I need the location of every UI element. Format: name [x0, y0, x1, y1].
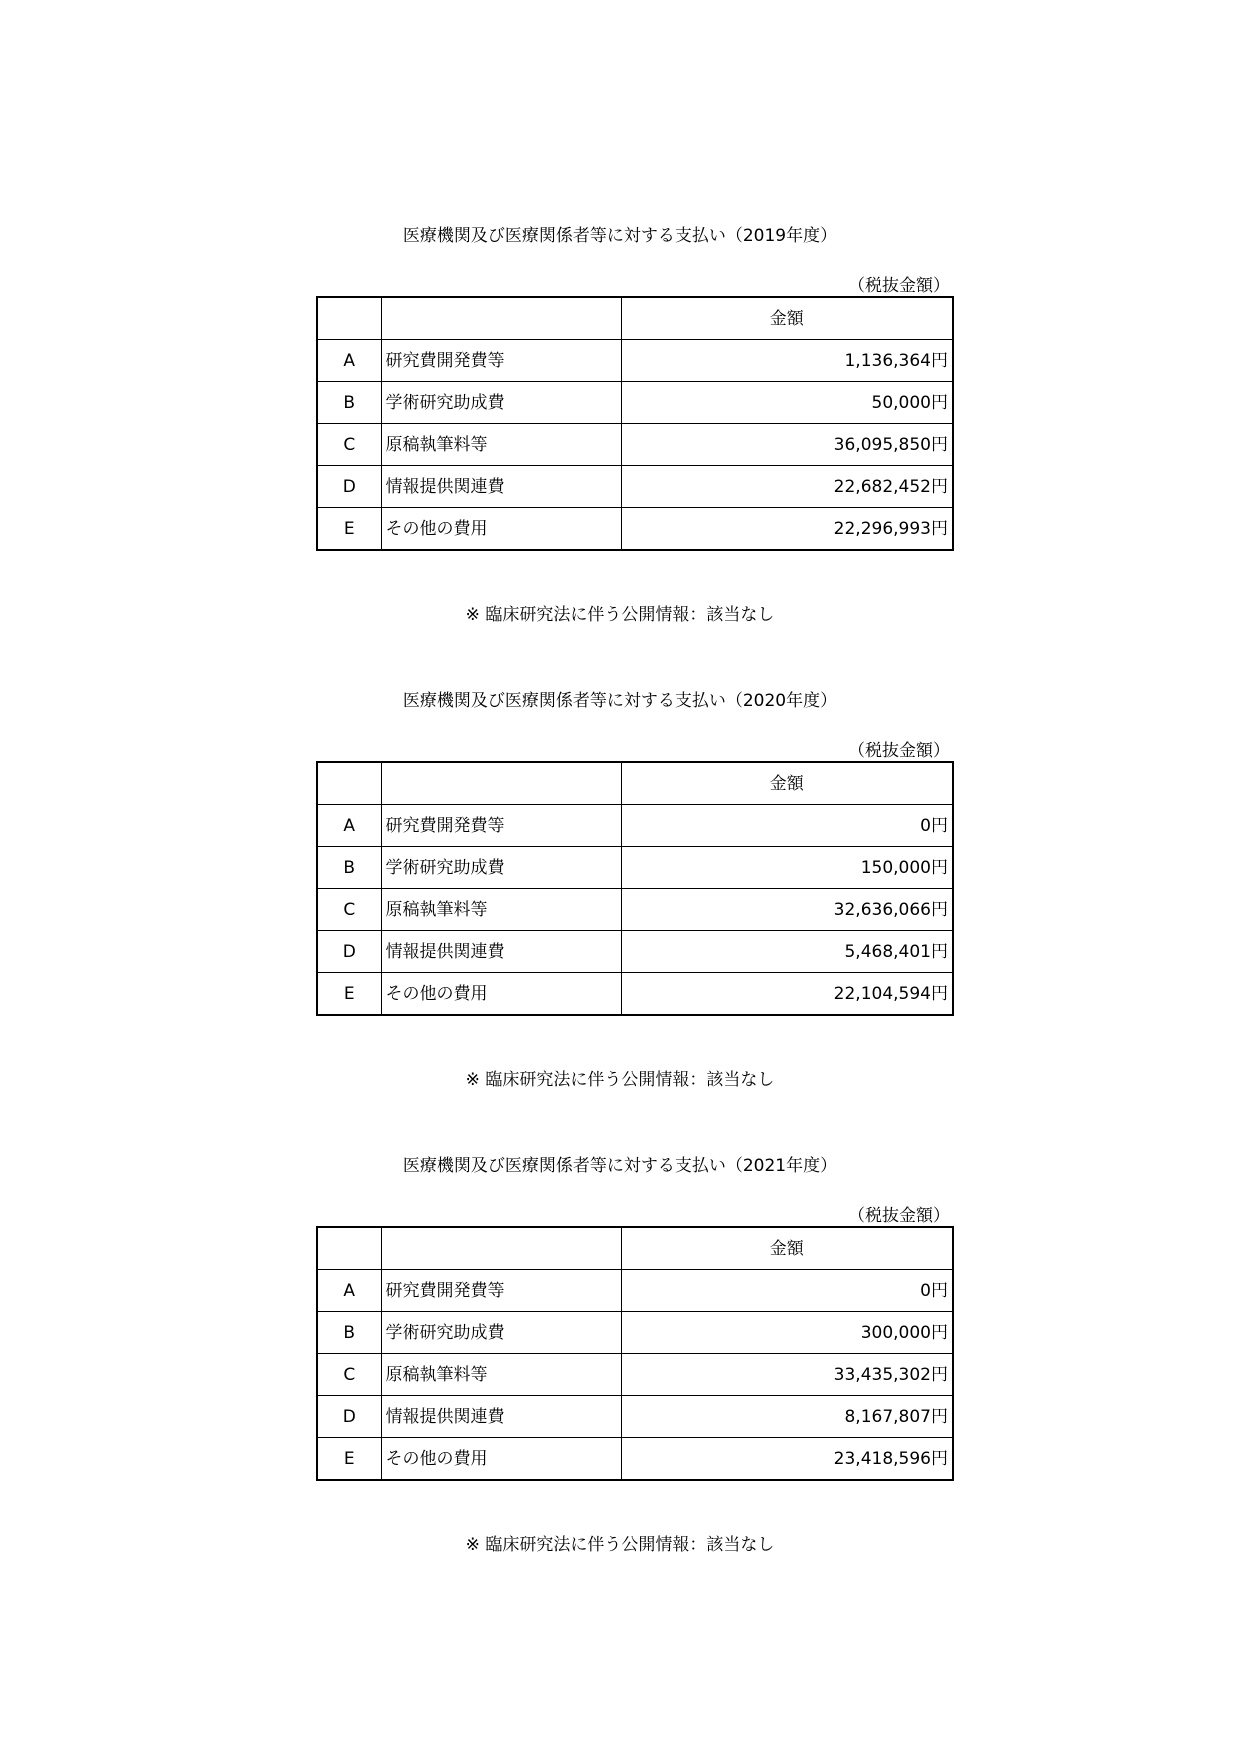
row-category: 学術研究助成費: [381, 847, 621, 889]
row-category: その他の費用: [381, 1438, 621, 1481]
header-code-cell: [317, 297, 381, 340]
payment-table-2019: [316, 296, 954, 551]
table-header-row: [317, 1227, 953, 1270]
table-row: [317, 466, 953, 508]
row-amount: 22,296,993円: [621, 508, 953, 551]
row-amount: 32,636,066円: [621, 889, 953, 931]
row-category: 情報提供関連費: [381, 1396, 621, 1438]
table-row: [317, 847, 953, 889]
row-code: D: [317, 931, 381, 973]
header-code-cell: [317, 762, 381, 805]
table-row: [317, 340, 953, 382]
table-row: [317, 973, 953, 1016]
row-category: 情報提供関連費: [381, 466, 621, 508]
unit-label: （税抜金額）: [848, 1206, 950, 1226]
row-amount: 36,095,850円: [621, 424, 953, 466]
table-row: [317, 1438, 953, 1481]
table-row: [317, 805, 953, 847]
row-category: 研究費開発費等: [381, 1270, 621, 1312]
row-amount: 5,468,401円: [621, 931, 953, 973]
row-category: その他の費用: [381, 973, 621, 1016]
row-code: E: [317, 1438, 381, 1481]
table-row: [317, 1312, 953, 1354]
row-amount: 22,104,594円: [621, 973, 953, 1016]
table-row: [317, 1396, 953, 1438]
header-name-cell: [381, 1227, 621, 1270]
table-row: [317, 931, 953, 973]
row-category: その他の費用: [381, 508, 621, 551]
header-amount-cell: 金額: [621, 1227, 953, 1270]
row-code: A: [317, 1270, 381, 1312]
row-category: 情報提供関連費: [381, 931, 621, 973]
row-code: A: [317, 805, 381, 847]
row-amount: 8,167,807円: [621, 1396, 953, 1438]
row-code: C: [317, 424, 381, 466]
row-category: 研究費開発費等: [381, 340, 621, 382]
header-name-cell: [381, 297, 621, 340]
table-row: [317, 1354, 953, 1396]
row-amount: 0円: [621, 805, 953, 847]
row-category: 学術研究助成費: [381, 382, 621, 424]
header-amount-cell: 金額: [621, 297, 953, 340]
table-row: [317, 508, 953, 551]
disclosure-note-2021: ※ 臨床研究法に伴う公開情報：該当なし: [465, 1535, 775, 1555]
table-row: [317, 382, 953, 424]
header-amount-cell: 金額: [621, 762, 953, 805]
row-amount: 50,000円: [621, 382, 953, 424]
unit-label: （税抜金額）: [848, 741, 950, 761]
row-code: C: [317, 1354, 381, 1396]
row-code: B: [317, 1312, 381, 1354]
row-amount: 33,435,302円: [621, 1354, 953, 1396]
row-code: D: [317, 1396, 381, 1438]
header-code-cell: [317, 1227, 381, 1270]
payment-table-2021: [316, 1226, 954, 1481]
table-row: [317, 1270, 953, 1312]
header-name-cell: [381, 762, 621, 805]
row-category: 原稿執筆料等: [381, 889, 621, 931]
table-header-row: [317, 297, 953, 340]
row-code: B: [317, 847, 381, 889]
row-code: E: [317, 508, 381, 551]
disclosure-note-2019: ※ 臨床研究法に伴う公開情報：該当なし: [465, 605, 775, 625]
row-category: 原稿執筆料等: [381, 1354, 621, 1396]
section-title-2019: 医療機関及び医療関係者等に対する支払い（2019年度）: [402, 226, 838, 246]
row-amount: 1,136,364円: [621, 340, 953, 382]
disclosure-note-2020: ※ 臨床研究法に伴う公開情報：該当なし: [465, 1070, 775, 1090]
row-amount: 300,000円: [621, 1312, 953, 1354]
row-code: C: [317, 889, 381, 931]
row-amount: 0円: [621, 1270, 953, 1312]
payment-table-2020: [316, 761, 954, 1016]
row-amount: 23,418,596円: [621, 1438, 953, 1481]
table-header-row: [317, 762, 953, 805]
row-amount: 150,000円: [621, 847, 953, 889]
row-amount: 22,682,452円: [621, 466, 953, 508]
row-category: 研究費開発費等: [381, 805, 621, 847]
row-code: B: [317, 382, 381, 424]
row-category: 原稿執筆料等: [381, 424, 621, 466]
unit-label: （税抜金額）: [848, 276, 950, 296]
table-row: [317, 424, 953, 466]
section-title-2020: 医療機関及び医療関係者等に対する支払い（2020年度）: [402, 691, 838, 711]
row-code: E: [317, 973, 381, 1016]
row-code: A: [317, 340, 381, 382]
table-row: [317, 889, 953, 931]
row-category: 学術研究助成費: [381, 1312, 621, 1354]
section-title-2021: 医療機関及び医療関係者等に対する支払い（2021年度）: [402, 1156, 838, 1176]
row-code: D: [317, 466, 381, 508]
